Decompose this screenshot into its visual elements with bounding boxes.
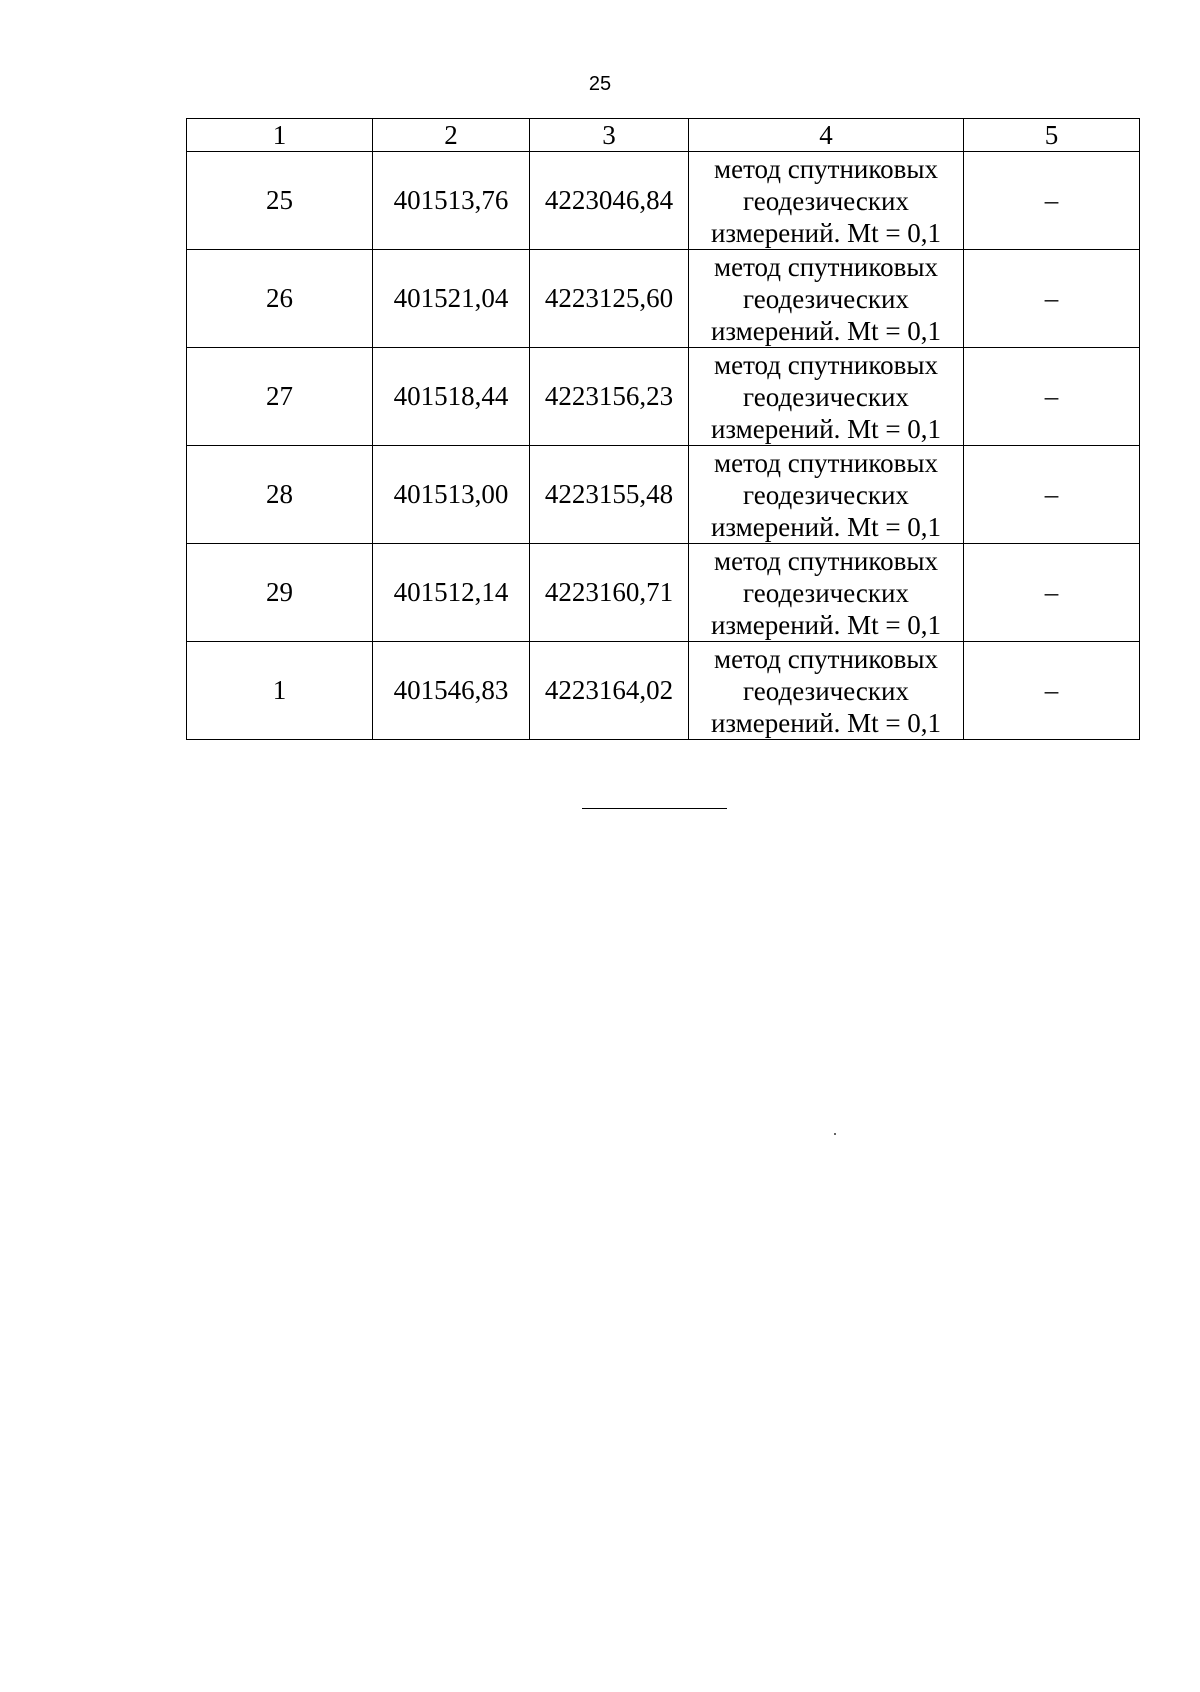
y-coordinate-cell: 4223155,48 [530,446,689,544]
method-cell: метод спутниковых геодезических измерений. Mt = 0,1 [689,544,964,642]
header-cell-2: 2 [373,119,530,152]
x-coordinate-cell: 401546,83 [373,642,530,740]
x-coordinate-cell: 401518,44 [373,348,530,446]
point-number-cell: 27 [187,348,373,446]
method-cell: метод спутниковых геодезических измерений. Mt = 0,1 [689,446,964,544]
y-coordinate-cell: 4223125,60 [530,250,689,348]
table-row [187,446,1140,544]
method-cell: метод спутниковых геодезических измерений. Mt = 0,1 [689,152,964,250]
description-cell: – [964,446,1140,544]
point-number-cell: 26 [187,250,373,348]
table-row [187,348,1140,446]
point-number-cell: 29 [187,544,373,642]
point-number-cell: 25 [187,152,373,250]
method-cell: метод спутниковых геодезических измерений. Mt = 0,1 [689,250,964,348]
description-cell: – [964,348,1140,446]
table-header-row [187,119,1140,152]
header-cell-5: 5 [964,119,1140,152]
header-cell-4: 4 [689,119,964,152]
x-coordinate-cell: 401513,00 [373,446,530,544]
method-cell: метод спутниковых геодезических измерений. Mt = 0,1 [689,348,964,446]
description-cell: – [964,642,1140,740]
coordinates-table [186,118,1140,740]
table-row [187,642,1140,740]
description-cell: – [964,544,1140,642]
point-number-cell: 1 [187,642,373,740]
table-row [187,250,1140,348]
table-row [187,544,1140,642]
y-coordinate-cell: 4223164,02 [530,642,689,740]
y-coordinate-cell: 4223160,71 [530,544,689,642]
x-coordinate-cell: 401513,76 [373,152,530,250]
method-cell: метод спутниковых геодезических измерений. Mt = 0,1 [689,642,964,740]
end-of-document-divider [582,808,727,809]
point-number-cell: 28 [187,446,373,544]
scan-speck [834,1133,836,1135]
y-coordinate-cell: 4223046,84 [530,152,689,250]
x-coordinate-cell: 401512,14 [373,544,530,642]
description-cell: – [964,152,1140,250]
header-cell-1: 1 [187,119,373,152]
x-coordinate-cell: 401521,04 [373,250,530,348]
y-coordinate-cell: 4223156,23 [530,348,689,446]
table-row [187,152,1140,250]
description-cell: – [964,250,1140,348]
header-cell-3: 3 [530,119,689,152]
page-number: 25 [588,73,612,95]
